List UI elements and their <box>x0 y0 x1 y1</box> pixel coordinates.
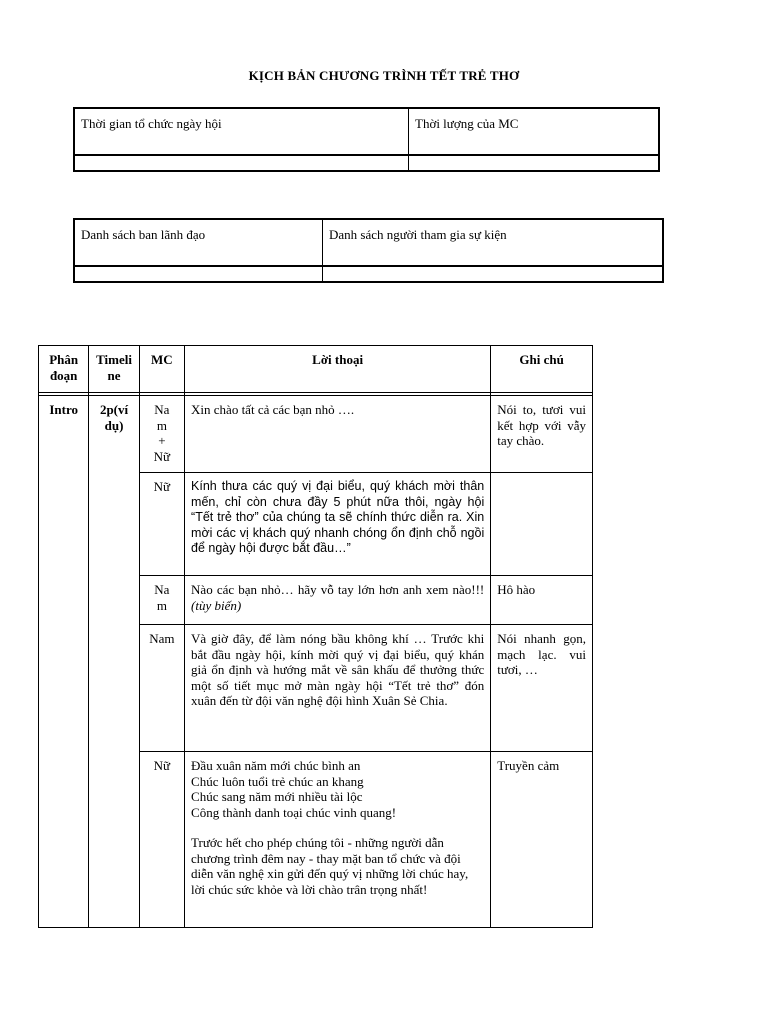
note-cell: Nói to, tươi vui kết hợp với vẫy tay chào. <box>491 396 593 473</box>
mc-cell: Nam <box>139 625 184 752</box>
dialogue-text: Trước hết cho phép chúng tôi - những người dẫn chương trình đêm nay - thay mặt ban tổ chức và đội diễn văn nghệ xin gửi đến quý vị những lời chúc hay, lời chúc sức khỏe và lời chào trân trọng nhất! <box>191 835 469 897</box>
poem-line: Đầu xuân năm mới chúc bình an <box>191 758 361 773</box>
event-time-label: Thời gian tổ chức ngày hội <box>74 108 409 155</box>
note-cell: Hô hào <box>491 576 593 625</box>
note-cell: Truyền cảm <box>491 752 593 928</box>
header-notes: Ghi chú <box>491 346 593 393</box>
poem-line: Chúc sang năm mới nhiều tài lộc <box>191 789 363 804</box>
dialogue-cell: Kính thưa các quý vị đại biểu, quý khách mời thân mến, chỉ còn chưa đầy 5 phút nữa thôi, ngày hội “Tết trẻ thơ” của chúng ta sẽ chính thức diễn ra. Xin mời các vị khách quý nhanh chóng ổn định chỗ ngồi để ngày hội được bắt đầu…” <box>185 473 491 576</box>
mc-line: m <box>156 597 167 613</box>
header-timeline: Timeli ne <box>89 346 139 393</box>
dialogue-text: Nào các bạn nhỏ… hãy vỗ tay lớn hơn anh xem nào!!! <box>191 582 485 597</box>
leadership-list-value[interactable] <box>74 266 323 282</box>
poem-line: Công thành danh toại chúc vinh quang! <box>191 804 397 820</box>
mc-line: m <box>156 417 167 433</box>
header-dialogue: Lời thoại <box>185 346 491 393</box>
mc-cell: Nữ <box>139 752 184 928</box>
poem-line: Chúc luôn tuổi trẻ chúc an khang <box>191 773 364 789</box>
mc-line: + <box>158 433 166 448</box>
dialogue-cell: Và giờ đây, để làm nóng bầu không khí … Trước khi bắt đầu ngày hội, kính mời quý vị đại biểu, quý khán giả ổn định và hướng mắt về sân khấu để thưởng thức một số tiết mục mở màn ngày hội “Tết trẻ thơ” đón xuân đến từ đội văn nghệ đội hình Xuân Sẻ Chia. <box>185 625 491 752</box>
participant-list-label: Danh sách người tham gia sự kiện <box>323 219 664 266</box>
mc-cell <box>139 396 184 473</box>
mc-duration-value[interactable] <box>409 155 660 171</box>
timeline-cell: 2p(ví dụ) <box>89 396 139 928</box>
paragraph-gap <box>191 820 484 835</box>
mc-line: Na <box>154 402 170 417</box>
dialogue-cell: Xin chào tất cả các bạn nhỏ …. <box>185 396 491 473</box>
participant-list-value[interactable] <box>323 266 664 282</box>
leadership-list-label: Danh sách ban lãnh đạo <box>74 219 323 266</box>
mc-line: Na <box>154 582 170 597</box>
note-cell: Nói nhanh gọn, mạch lạc. vui tươi, … <box>491 625 593 752</box>
mc-cell: Nữ <box>139 473 184 576</box>
header-segment: Phân đoạn <box>39 346 89 393</box>
mc-line: Nữ <box>153 448 171 464</box>
note-cell <box>491 473 593 576</box>
dialogue-cell <box>185 576 491 625</box>
event-time-value[interactable] <box>74 155 409 171</box>
table-row <box>39 396 593 473</box>
dialogue-cell <box>185 752 491 928</box>
header-mc: MC <box>139 346 184 393</box>
script-table <box>38 345 593 928</box>
mc-duration-label: Thời lượng của MC <box>409 108 660 155</box>
segment-cell: Intro <box>39 396 89 928</box>
script-header-row <box>39 346 593 393</box>
participants-table <box>73 218 664 283</box>
dialogue-aside: (tùy biến) <box>191 597 242 613</box>
event-time-table <box>73 107 660 172</box>
document-title: KỊCH BẢN CHƯƠNG TRÌNH TẾT TRẺ THƠ <box>248 68 520 83</box>
mc-cell <box>139 576 184 625</box>
